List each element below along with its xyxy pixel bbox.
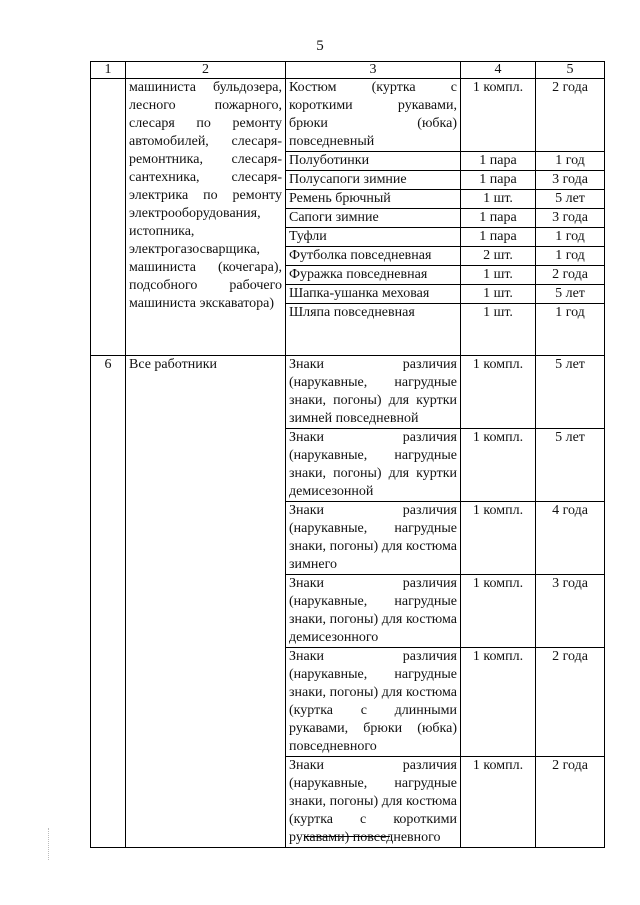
item-cell: Шапка-ушанка меховая: [286, 285, 461, 304]
term-cell: 3 года: [536, 171, 605, 190]
header-col-3: 3: [286, 62, 461, 79]
term-cell: 1 год: [536, 304, 605, 356]
qty-cell: 1 компл.: [461, 648, 536, 757]
qty-cell: 1 пара: [461, 228, 536, 247]
term-cell: 5 лет: [536, 356, 605, 429]
item-cell: Полусапоги зимние: [286, 171, 461, 190]
term-cell: 2 года: [536, 757, 605, 848]
item-cell: Знаки различия (нарукавные, нагрудные знаки, погоны) для костюма (куртка с длинными рукавами, брюки (юбка) повседневного: [286, 648, 461, 757]
row-number-cell: [91, 79, 126, 356]
item-cell: Знаки различия (нарукавные, нагрудные знаки, погоны) для куртки зимней повседневной: [286, 356, 461, 429]
qty-cell: 1 компл.: [461, 356, 536, 429]
term-cell: 5 лет: [536, 285, 605, 304]
term-cell: 5 лет: [536, 190, 605, 209]
qty-cell: 1 шт.: [461, 304, 536, 356]
scan-margin-mark: [48, 828, 50, 860]
item-cell: Туфли: [286, 228, 461, 247]
uniform-norms-table: [90, 61, 605, 848]
term-cell: 3 года: [536, 209, 605, 228]
term-cell: 2 года: [536, 79, 605, 152]
qty-cell: 1 шт.: [461, 190, 536, 209]
qty-cell: 2 шт.: [461, 247, 536, 266]
item-cell: Футболка повседневная: [286, 247, 461, 266]
header-col-2: 2: [126, 62, 286, 79]
qty-cell: 1 пара: [461, 152, 536, 171]
page-number: 5: [316, 38, 324, 54]
item-cell: Полуботинки: [286, 152, 461, 171]
header-col-4: 4: [461, 62, 536, 79]
term-cell: 4 года: [536, 502, 605, 575]
occupation-cell: [126, 79, 286, 356]
occupation-text: машиниста бульдозера, лесного пожарного, слесаря по ремонту автомобилей, слесаря-ремонтника, слесаря-сантехника, слесаря-электрика по ремонту электрооборудования, истопника, электрогазосварщика, машиниста (кочегара), подсобного рабочего машиниста экскаватора): [129, 80, 282, 311]
qty-cell: 1 компл.: [461, 429, 536, 502]
qty-cell: 1 пара: [461, 171, 536, 190]
table-row: [91, 79, 605, 152]
term-cell: 3 года: [536, 575, 605, 648]
term-cell: 1 год: [536, 152, 605, 171]
term-cell: 2 года: [536, 266, 605, 285]
row-number-cell: 6: [91, 356, 126, 848]
qty-cell: 1 пара: [461, 209, 536, 228]
qty-cell: 1 компл.: [461, 79, 536, 152]
item-cell: Знаки различия (нарукавные, нагрудные знаки, погоны) для костюма зимнего: [286, 502, 461, 575]
header-col-1: 1: [91, 62, 126, 79]
item-cell: Ремень брючный: [286, 190, 461, 209]
table-row: [91, 356, 605, 429]
qty-cell: 1 шт.: [461, 285, 536, 304]
term-cell: 1 год: [536, 247, 605, 266]
term-cell: 5 лет: [536, 429, 605, 502]
qty-cell: 1 компл.: [461, 757, 536, 848]
item-cell: Костюм (куртка с короткими рукавами, брюки (юбка) повседневный: [286, 79, 461, 152]
qty-cell: 1 шт.: [461, 266, 536, 285]
item-cell: Шляпа повседневная: [286, 304, 461, 356]
qty-cell: 1 компл.: [461, 575, 536, 648]
bottom-separator-line: [305, 836, 390, 837]
term-cell: 2 года: [536, 648, 605, 757]
table-header-row: [91, 62, 605, 79]
item-cell: Сапоги зимние: [286, 209, 461, 228]
item-cell: Знаки различия (нарукавные, нагрудные знаки, погоны) для костюма (куртка с короткими рукавами) повседневного: [286, 757, 461, 848]
item-cell: Знаки различия (нарукавные, нагрудные знаки, погоны) для костюма демисезонного: [286, 575, 461, 648]
item-cell: Фуражка повседневная: [286, 266, 461, 285]
term-cell: 1 год: [536, 228, 605, 247]
header-col-5: 5: [536, 62, 605, 79]
occupation-cell: Все работники: [126, 356, 286, 848]
qty-cell: 1 компл.: [461, 502, 536, 575]
item-cell: Знаки различия (нарукавные, нагрудные знаки, погоны) для куртки демисезонной: [286, 429, 461, 502]
